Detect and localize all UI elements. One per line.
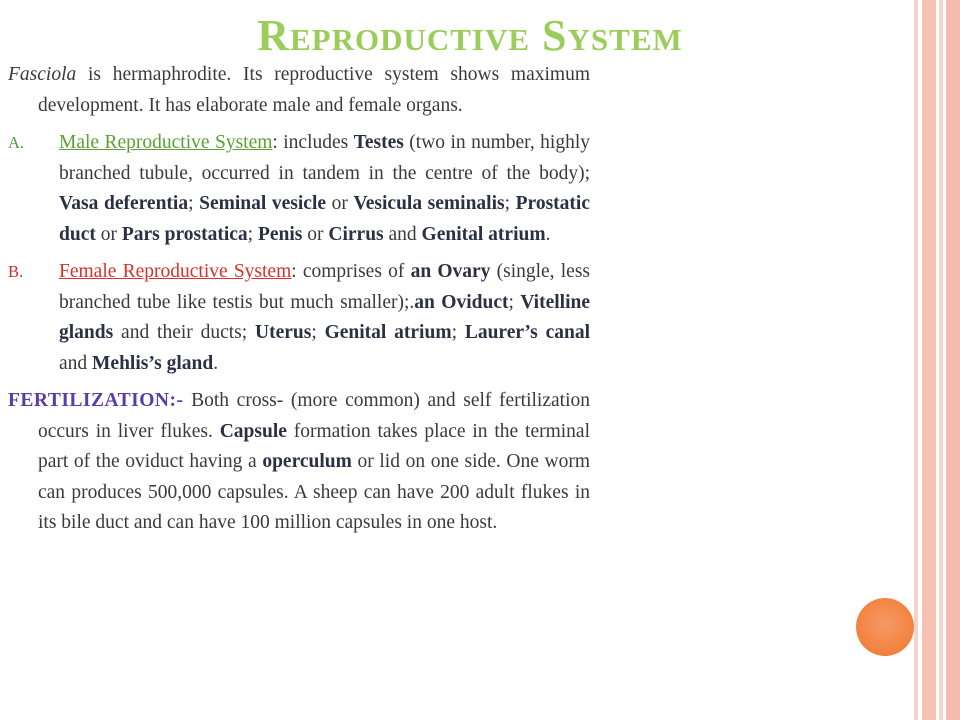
text: formation takes place in the terminal part of the oviduct having a	[38, 420, 591, 472]
text: .	[213, 352, 219, 374]
term-genital-atrium: Genital atrium	[421, 223, 546, 245]
text: and their ducts;	[113, 322, 255, 343]
stripe	[946, 0, 960, 720]
male-system-item	[8, 128, 590, 250]
term-penis: Penis	[257, 223, 303, 245]
term-ovary: an Ovary	[410, 261, 491, 282]
text: ;	[247, 223, 258, 245]
intro-paragraph	[8, 60, 590, 121]
text: ;	[311, 322, 325, 343]
text: ;	[508, 291, 521, 313]
decorative-side-stripes	[914, 0, 960, 720]
text: (single, less branched tube like testis but much smaller);.	[59, 261, 590, 313]
colon: :	[272, 132, 278, 153]
female-heading: Female Reproductive System	[59, 261, 292, 282]
term-mehliss-gland: Mehlis’s gland	[92, 352, 214, 374]
term-oviduct: an Oviduct	[414, 291, 509, 313]
term-vasa-deferentia: Vasa deferentia	[59, 193, 189, 214]
text: ;	[188, 193, 200, 214]
text: .	[545, 223, 551, 245]
text: or	[302, 223, 329, 245]
term-operculum: operculum	[262, 451, 352, 472]
term-genital-atrium: Genital atrium	[324, 322, 452, 343]
male-heading: Male Reproductive System	[59, 132, 273, 153]
intro-text: is hermaphrodite. Its reproductive system shows maximum development. It has elaborate male and female organs.	[38, 64, 590, 116]
text: or	[326, 193, 354, 214]
female-system-item	[8, 257, 590, 379]
term-capsule: Capsule	[219, 420, 287, 442]
slide-content	[8, 60, 590, 546]
fertilization-heading: FERTILIZATION:-	[8, 390, 184, 411]
term-laurers-canal: Laurer’s canal	[464, 322, 590, 343]
text: ;	[451, 322, 465, 343]
stripe	[939, 0, 943, 720]
text: ;	[504, 193, 516, 214]
term-cirrus: Cirrus	[328, 223, 384, 245]
term-testes: Testes	[353, 132, 404, 153]
text: comprises of	[296, 261, 411, 282]
term-pars-prostatica: Pars prostatica	[121, 223, 248, 245]
stripe	[922, 0, 936, 720]
slide-title: Reproductive System	[257, 11, 683, 60]
term-seminal-vesicle: Seminal vesicle	[199, 193, 327, 214]
text: Both cross- (more common) and self fertilization occurs in liver flukes.	[38, 390, 590, 442]
fertilization-paragraph	[8, 386, 590, 539]
stripe	[914, 0, 918, 720]
text: or	[95, 223, 122, 245]
text: or lid on one side. One worm can produces 500,000 capsules. A sheep can have 200 adult flukes in its bile duct and can have 100 million capsules in one host.	[38, 451, 590, 533]
list-marker-b: B.	[8, 262, 24, 281]
genus-name: Fasciola	[8, 64, 77, 85]
colon: :	[291, 261, 297, 282]
term-vitelline-glands: Vitelline glands	[59, 291, 590, 343]
text: includes	[277, 132, 354, 153]
text: and	[59, 352, 93, 374]
list-marker-a: A.	[8, 133, 25, 152]
term-prostatic-duct: Prostatic duct	[59, 193, 590, 245]
term-uterus: Uterus	[255, 322, 312, 343]
text: (two in number, highly branched tubule, occurred in tandem in the centre of the body);	[59, 132, 590, 184]
text: and	[383, 223, 422, 245]
decorative-orange-circle	[856, 598, 914, 656]
term-vesicula-seminalis: Vesicula seminalis	[353, 193, 505, 214]
